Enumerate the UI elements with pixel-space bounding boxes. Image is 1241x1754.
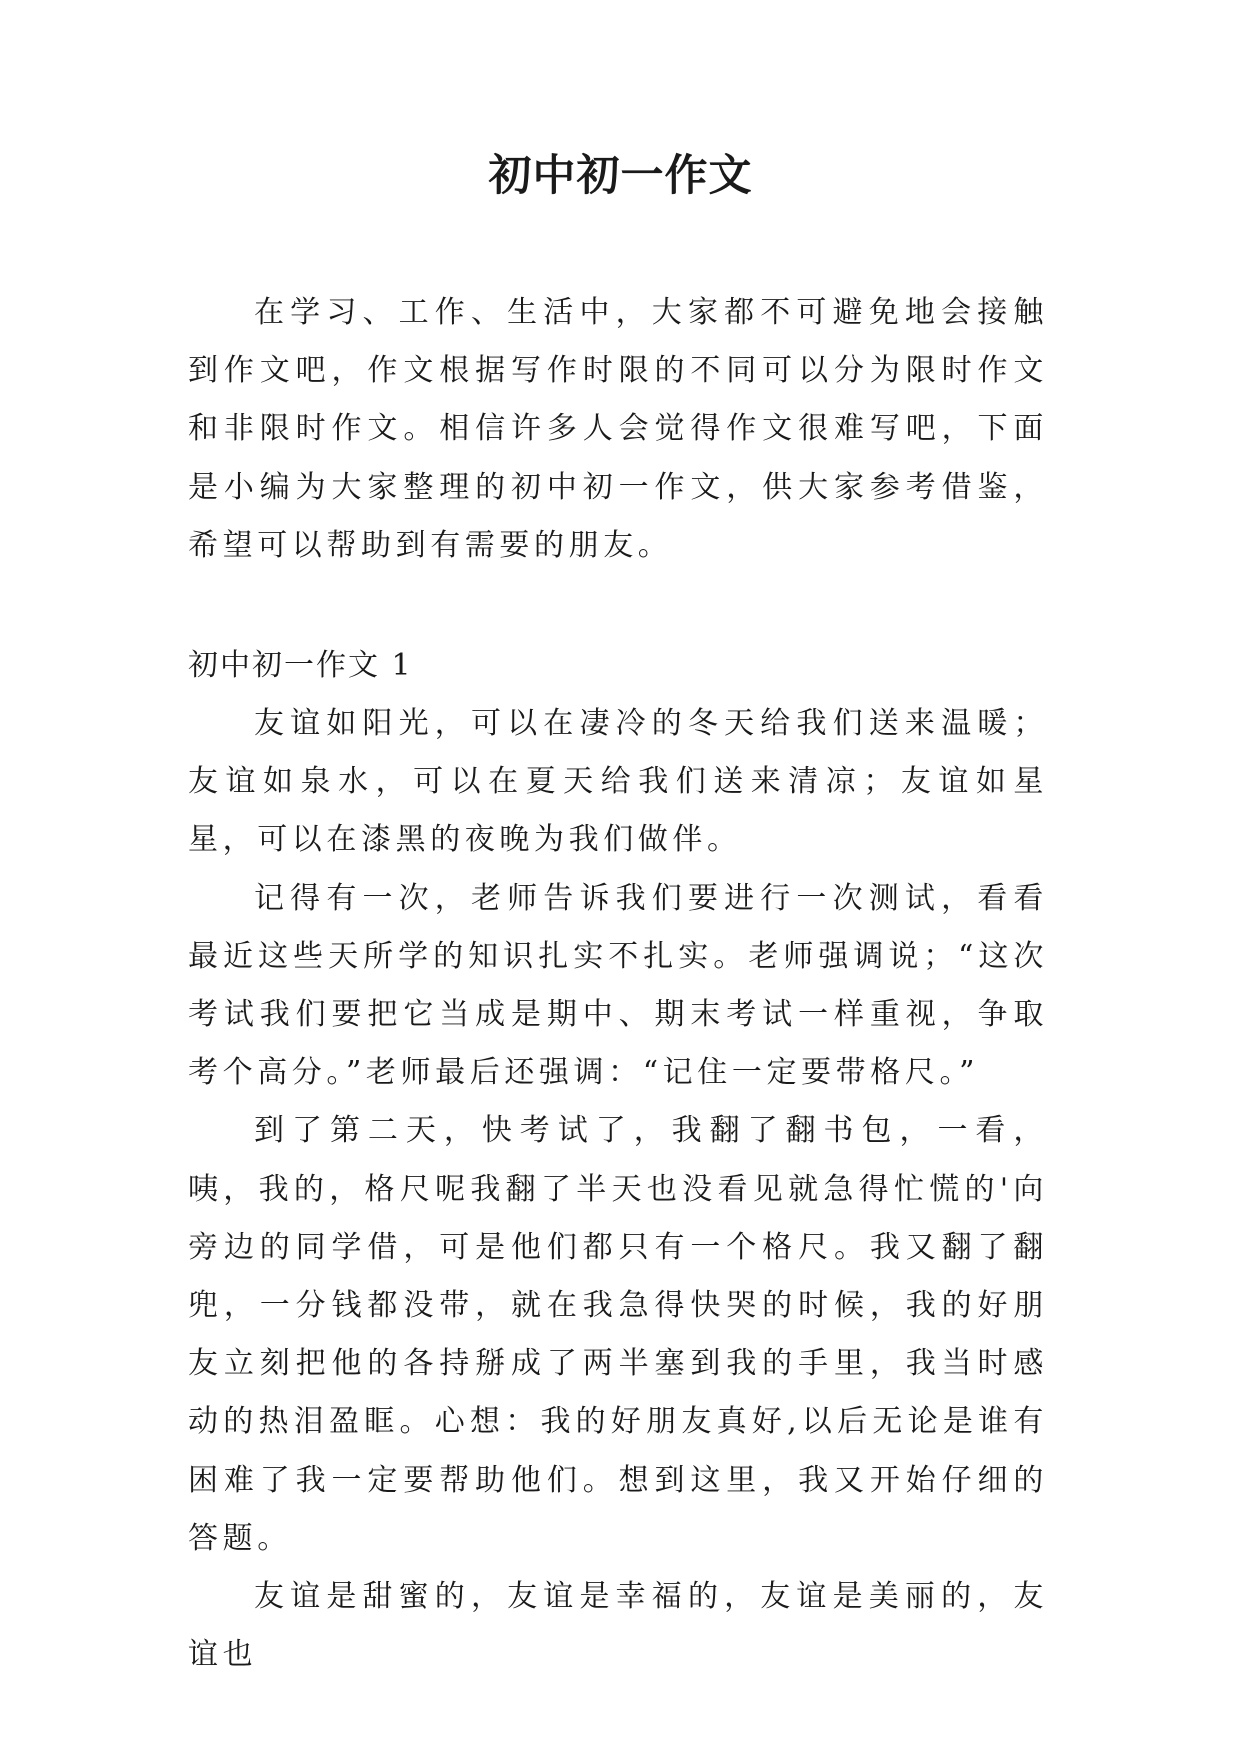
intro-paragraph: 在学习、工作、生活中，大家都不可避免地会接触到作文吧，作文根据写作时限的不同可以分为限时作文和非限时作文。相信许多人会觉得作文很难写吧，下面是小编为大家整理的初中初一作文，供大家参考借鉴，希望可以帮助到有需要的朋友。 (188, 295, 1048, 563)
essay-paragraph-2: 记得有一次，老师告诉我们要进行一次测试，看看最近这些天所学的知识扎实不扎实。老师强调说；“这次考试我们要把它当成是期中、期末考试一样重视，争取考个高分。”老师最后还强调：“记住一定要带格尺。” (188, 880, 1048, 1091)
essay-section (188, 637, 1048, 1684)
page-title: 初中初一作文 (488, 151, 753, 201)
essay-paragraph-4: 友谊是甜蜜的，友谊是幸福的，友谊是美丽的，友谊也 (188, 1579, 1048, 1673)
section-heading: 初中初一作文 1 (188, 648, 413, 683)
intro-section (188, 284, 1048, 575)
essay-paragraph-3: 到了第二天，快考试了，我翻了翻书包，一看，咦，我的，格尺呢我翻了半天也没看见就急得忙慌的'向旁边的同学借，可是他们都只有一个格尺。我又翻了翻兜，一分钱都没带，就在我急得快哭的时候，我的好朋友立刻把他的各持掰成了两半塞到我的手里，我当时感动的热泪盈眶。心想：我的好朋友真好,以后无论是谁有困难了我一定要帮助他们。想到这里，我又开始仔细的答题。 (188, 1113, 1048, 1556)
essay-paragraph-1: 友谊如阳光，可以在凄冷的冬天给我们送来温暖；友谊如泉水，可以在夏天给我们送来清凉；友谊如星星，可以在漆黑的夜晚为我们做伴。 (188, 706, 1048, 858)
